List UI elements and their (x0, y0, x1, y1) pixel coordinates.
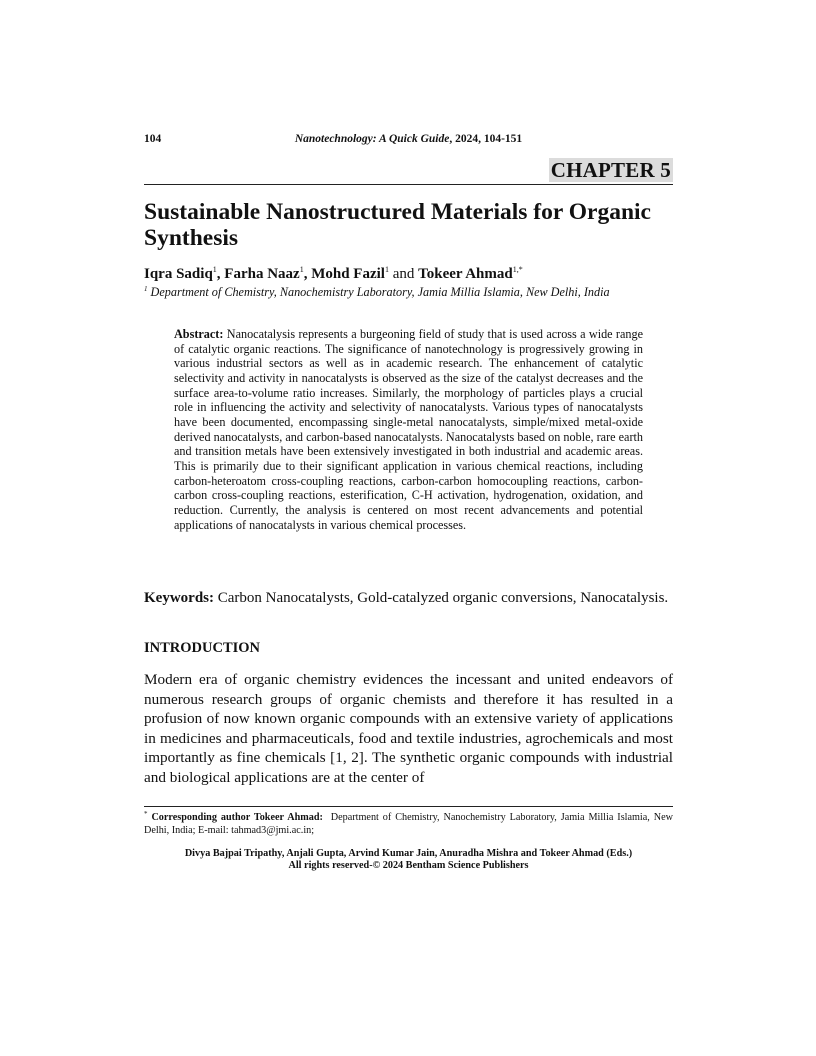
chapter-banner (144, 158, 673, 185)
journal-title: Nanotechnology: A Quick Guide (294, 133, 450, 145)
author-separator: , (303, 266, 312, 282)
author-affiliation-mark: 1 (384, 265, 389, 274)
journal-citation (144, 133, 673, 145)
footnote-text: Department of Chemistry, Nanochemistry Laboratory, Jamia Millia Islamia, New Delhi, India; E-mail: tahmad3@jmi.ac.in; (144, 812, 676, 836)
author-name: Farha Naaz (224, 266, 300, 282)
author-separator: , (216, 266, 225, 282)
chapter-label: CHAPTER 5 (550, 158, 671, 182)
affiliation-mark: 1 (144, 285, 148, 293)
running-header (144, 133, 673, 149)
author-name: Tokeer Ahmad (418, 266, 513, 282)
affiliation (144, 285, 673, 300)
footnote-label: Corresponding author Tokeer Ahmad: (147, 812, 323, 823)
journal-year-pages: , 2024, 104-151 (449, 133, 523, 145)
author-list (144, 261, 673, 283)
keywords-label: Keywords: (144, 590, 214, 606)
page-number: 104 (144, 133, 162, 145)
footnote-mark: * (144, 810, 148, 818)
abstract-text: Nanocatalysis represents a burgeoning field of study that is used across a wide range of catalytic organic reactions. The significance of nanotechnology is progressively growing in various industrial sectors as well as in academic research. The enhancement of catalytic selectivity and activity in nanocatalysts is observed as the size of the catalyst decreases and the surface area-to-volume ratio increases. Similarly, the morphology of particles plays a crucial role in influencing the activity and selectivity of nanocatalysts. Various types of nanocatalysts have been documented, encompassing single-metal nanocatalysts, simple/mixed metal-oxide derived nanocatalysts, and carbon-based nanocatalysts. Nanocatalysts based on noble, rare earth and transition metals have been extensively investigated in both industrial and academic areas. This is primarily due to their significant application in various chemical reactions, including carbon-heteroatom cross-coupling reactions, carbon-carbon homocoupling reactions, carbon-carbon cross-coupling reactions, esterification, C-H activation, hydrogenation, oxidation, and reduction. Currently, the analysis is centered on most recent advancements and potential applications of nanocatalysts in various chemical processes. (174, 327, 643, 532)
footnote (144, 808, 676, 837)
editors-credit (144, 848, 673, 872)
introduction-paragraph: Modern era of organic chemistry evidences the incessant and united endeavors of numerous research groups of organic chemists and therefore it has resulted in a profusion of now known organic compounds with an extensive variety of applications in medicines and pharmaceuticals, food and textile industries, agrochemicals and most importantly as fine chemicals [1, 2]. The synthetic organic compounds with industrial and biological applications are at the center of (144, 671, 673, 786)
section-heading-introduction: INTRODUCTION (144, 640, 261, 656)
author-affiliation-mark: 1 (212, 265, 217, 274)
author-affiliation-mark: 1 (299, 265, 304, 274)
author-separator: and (388, 266, 419, 282)
abstract (174, 327, 643, 532)
author-affiliation-mark: 1,* (512, 265, 523, 274)
copyright-line: All rights reserved-© 2024 Bentham Science Publishers (288, 860, 529, 871)
footnote-divider (144, 806, 673, 807)
affiliation-text: Department of Chemistry, Nanochemistry Laboratory, Jamia Millia Islamia, New Delhi, India (147, 285, 610, 299)
keywords-text: Carbon Nanocatalysts, Gold-catalyzed organic conversions, Nanocatalysis. (214, 590, 669, 606)
abstract-label: Abstract: (174, 327, 224, 341)
keywords (144, 589, 673, 608)
chapter-title: Sustainable Nanostructured Materials for Organic Synthesis (144, 199, 651, 251)
editors-names: Divya Bajpai Tripathy, Anjali Gupta, Arvind Kumar Jain, Anuradha Mishra and Tokeer Ahmad (Eds.) (184, 848, 633, 859)
author-name: Iqra Sadiq (144, 266, 213, 282)
author-name: Mohd Fazil (311, 266, 385, 282)
